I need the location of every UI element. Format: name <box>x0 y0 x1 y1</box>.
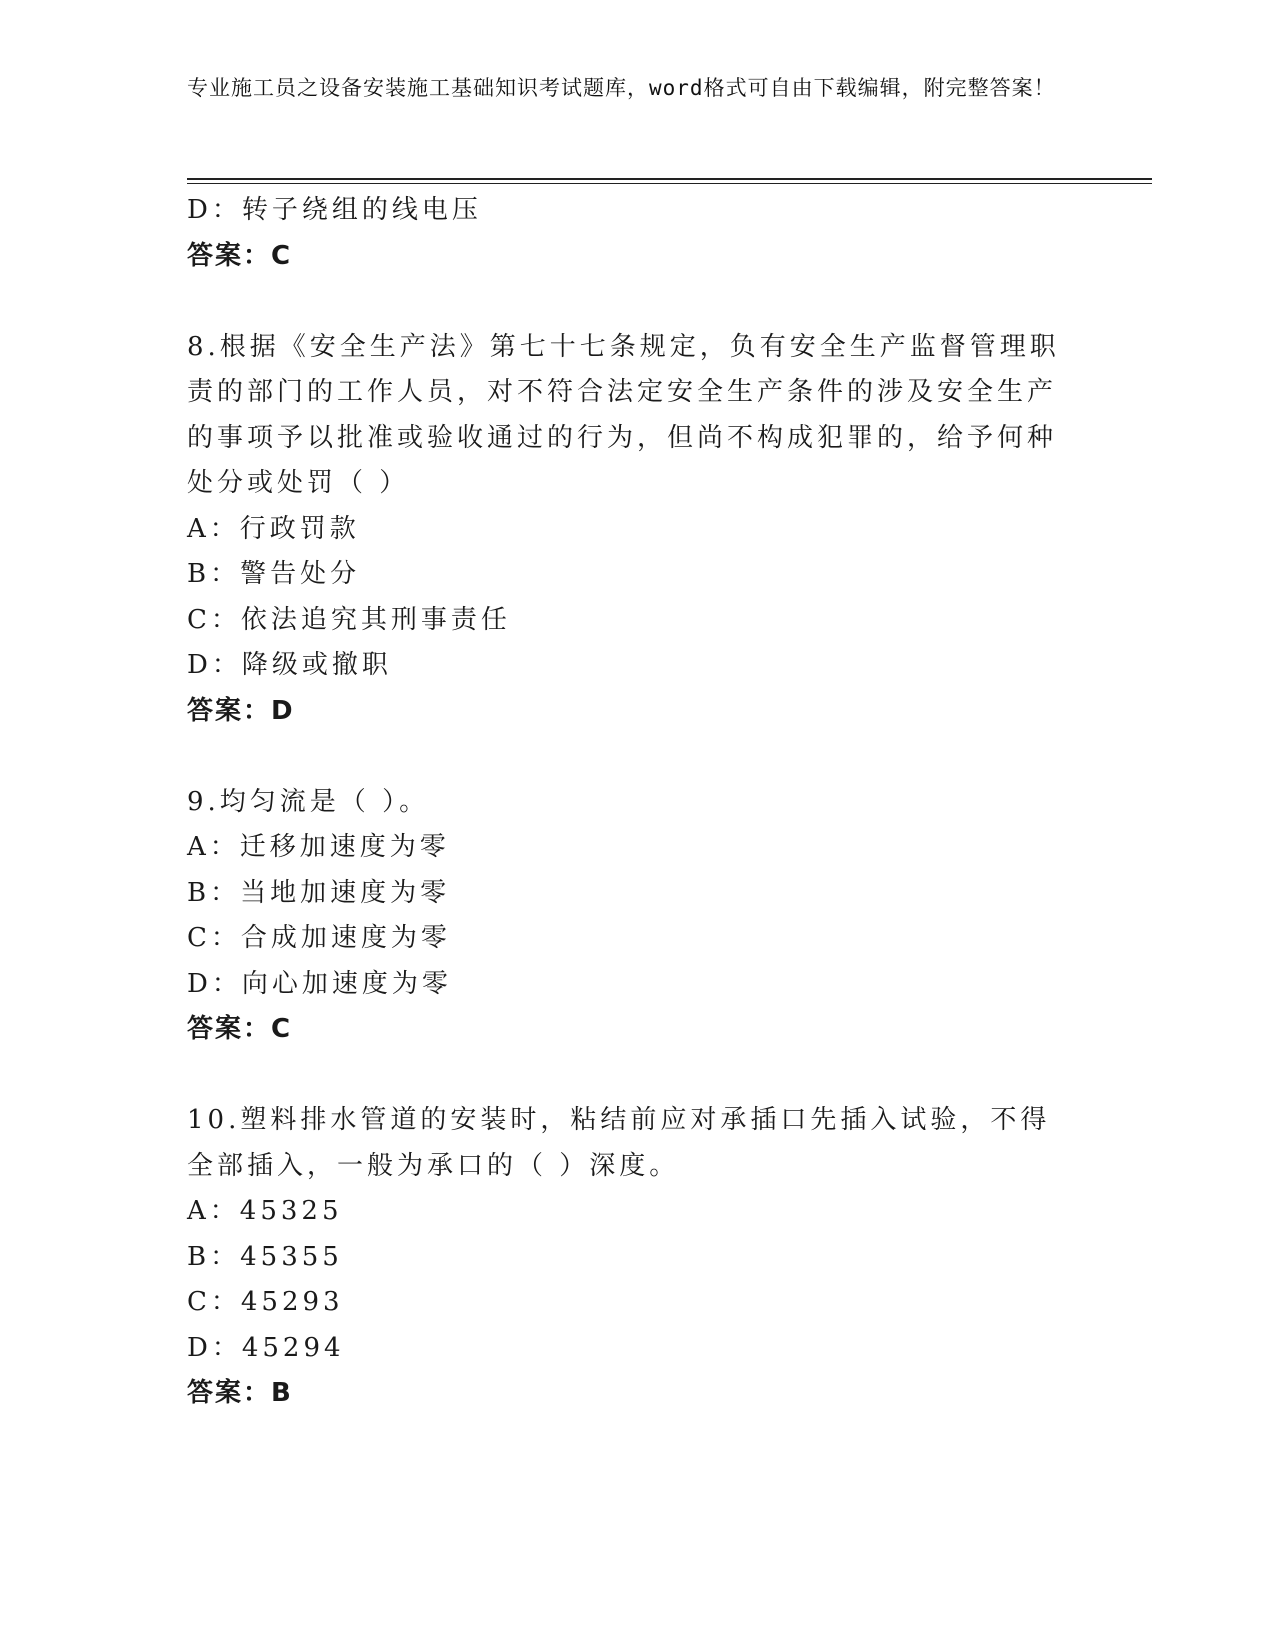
document-header: 专业施工员之设备安装施工基础知识考试题库，word格式可自由下载编辑，附完整答案！ <box>187 76 1056 100</box>
answer: 答案：C <box>187 1014 293 1044</box>
option-c: C：45293 <box>187 1287 344 1317</box>
spacer <box>187 1053 1087 1099</box>
option-b: B：警告处分 <box>187 559 361 589</box>
answer: 答案：D <box>187 695 295 726</box>
header-divider-thick <box>187 178 1152 180</box>
option-d: D：向心加速度为零 <box>187 968 452 999</box>
question-text: 10.塑料排水管道的安装时，粘结前应对承插口先插入试验，不得全部插入，一般为承口的（ ）深度。 <box>187 1105 1051 1181</box>
option-c: C：依法追究其刑事责任 <box>187 604 511 635</box>
question-text: 9.均匀流是（ ）。 <box>187 786 430 817</box>
option-d: D：45294 <box>187 1332 345 1363</box>
option-b: B：当地加速度为零 <box>187 877 451 908</box>
question-10 <box>187 1098 1087 1417</box>
option-d: D：降级或撤职 <box>187 650 392 680</box>
option-b: B：45355 <box>187 1241 343 1272</box>
question-8 <box>187 325 1087 735</box>
option-a: A：45325 <box>187 1196 343 1226</box>
option-a: A：行政罚款 <box>187 513 360 544</box>
answer: 答案：B <box>187 1378 293 1408</box>
question-text: 8.根据《安全生产法》第七十七条规定，负有安全生产监督管理职责的部门的工作人员，对不符合法定安全生产条件的涉及安全生产的事项予以批准或验收通过的行为，但尚不构成犯罪的，给予何种处分或处罚（ ） <box>187 331 1060 498</box>
option-c: C：合成加速度为零 <box>187 923 451 953</box>
document-body <box>187 188 1087 1417</box>
question-9 <box>187 780 1087 1053</box>
prev-answer: 答案：C <box>187 240 293 271</box>
spacer <box>187 734 1087 780</box>
header-divider-thin <box>187 183 1152 184</box>
option-a: A：迁移加速度为零 <box>187 832 450 862</box>
prev-option-d: D：转子绕组的线电压 <box>187 195 482 225</box>
spacer <box>187 279 1087 325</box>
